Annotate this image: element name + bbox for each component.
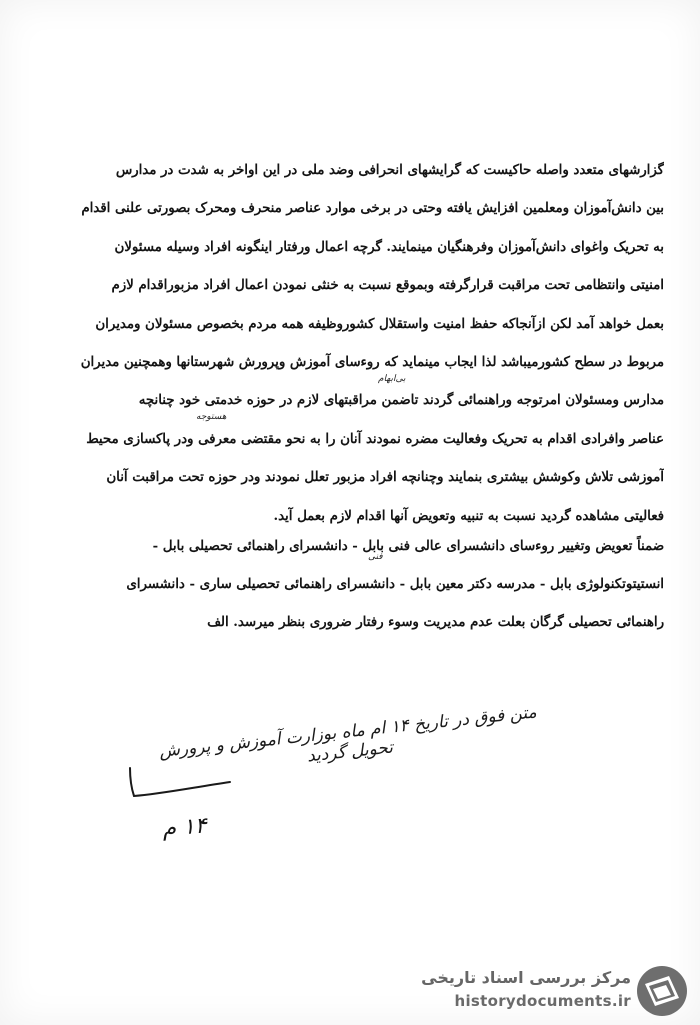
interlinear-correction: فنی <box>368 552 383 562</box>
archive-logo-icon <box>635 964 689 1018</box>
paragraph-line: بعمل خواهد آمد لکن ازآنجاکه حفظ امنیت واستقلال کشوروظیفه همه مردم بخصوص مسئولان ومدیران <box>95 316 664 332</box>
handwritten-underline-stroke <box>120 760 240 820</box>
paragraph-line: آموزشی تلاش وکوشش بیشتری بنمایند وچنانچه افراد مزبور تعلل نمودند ودر حوزه تحت مراقبت آنان <box>106 470 664 486</box>
handwritten-date: ۱۴ م <box>161 813 208 842</box>
paragraph-line: مربوط در سطح کشورمیباشد لذا ایجاب مینماید که روءسای آموزش وپرورش شهرستانها وهمچنین مدیران <box>80 354 664 370</box>
paragraph-line: امنیتی وانتظامی تحت مراقبت قرارگرفته وبموقع نسبت به خنثی نمودن اعمال افراد مزبوراقدام لازم <box>111 278 664 294</box>
watermark-name: مرکز بررسی اسناد تاریخی <box>421 968 631 987</box>
paragraph-line: عناصر وافرادی اقدام به تحریک وفعالیت مضره نمودند آنان را به نحو مقتضی معرفی ودر پاکسازی محیط <box>86 431 664 447</box>
handwritten-note: متن فوق در تاریخ ۱۴ ام ماه بوزارت آموزش و پرورش تحویل گردید <box>158 702 538 767</box>
interlinear-correction: هستوجه <box>196 412 227 422</box>
paragraph-line: گزارشهای متعدد واصله حاکیست که گرایشهای انحرافی وضد ملی در این اواخر به شدت در مدارس <box>115 163 664 178</box>
paragraph-line-last: فعالیتی مشاهده گردید نسبت به تنبیه وتعویض آنها اقدام لازم بعمل آید. <box>273 508 664 524</box>
note-line: ضمناً تعویض وتغییر روءسای دانشسرای عالی فنی بابل - دانشسرای راهنمائی تحصیلی بابل - <box>152 539 664 554</box>
note-line: انستیتوتکنولوژی بابل - مدرسه دکتر معین بابل - دانشسرای راهنمائی تحصیلی ساری - دانشسرای <box>126 577 664 592</box>
watermark-logo <box>405 962 693 1020</box>
interlinear-correction: بی‌ابهام <box>378 374 406 384</box>
watermark-url: historydocuments.ir <box>454 992 631 1010</box>
paragraph-line: مدارس ومسئولان امرتوجه وراهنمائی گردند تاضمن مراقبتهای لازم در حوزه خدمتی خود چنانچه <box>138 393 664 409</box>
paragraph-line: به تحریک واغوای دانش‌آموزان وفرهنگیان مینمایند. گرچه اعمال ورفتار اینگونه افراد وسیله مسئولان <box>114 239 664 255</box>
note-line: راهنمائی تحصیلی گرگان بعلت عدم مدیریت وسوء رفتار ضروری بنظر میرسد. الف <box>207 615 664 630</box>
note-paragraph <box>44 528 664 642</box>
main-paragraph <box>44 152 664 536</box>
paragraph-line: بین دانش‌آموزان ومعلمین افزایش یافته وحتی در برخی موارد عناصر منحرف ومحرک بصورتی علنی اقدام <box>81 201 664 217</box>
